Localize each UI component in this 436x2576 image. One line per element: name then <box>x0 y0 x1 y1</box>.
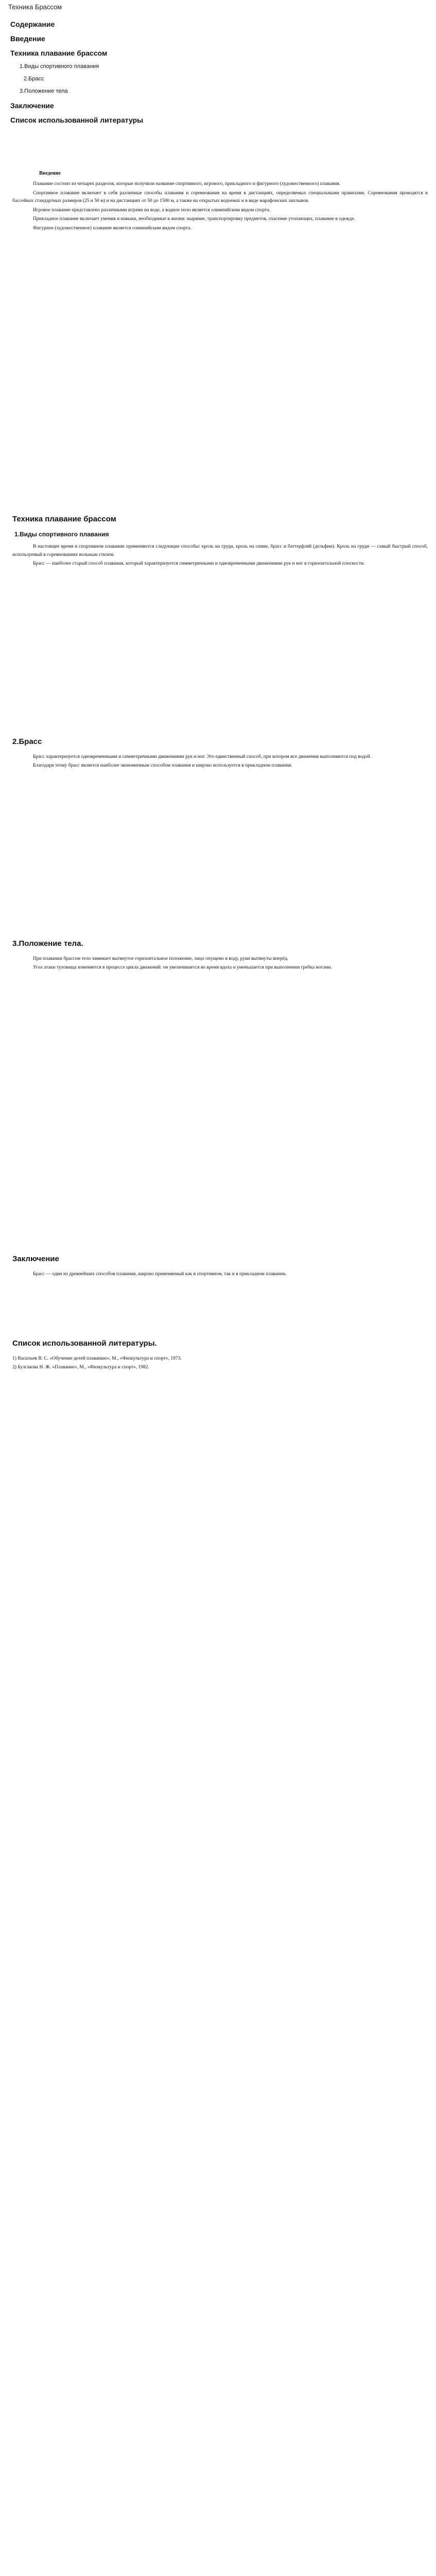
paragraph: Брасс характеризуется одновременными и симметричными движениями рук и ног. Это единственный способ, при котором все движения выполняются под водой. <box>33 754 372 759</box>
toc-entry-sub-1[interactable]: 1.Виды спортивного плавания <box>20 63 99 70</box>
chapter-1-heading: Техника плавание брассом <box>12 515 116 523</box>
paragraph: Угол атаки туловища изменяется в процессе цикла движений: он увеличивается во время вдоха и уменьшается при выполнении гребка ногами. <box>33 965 332 970</box>
sub-1-heading: 1.Виды спортивного плавания <box>14 531 109 538</box>
toc-entry-sub-2[interactable]: 2.Брасс <box>24 76 44 82</box>
paragraph: При плавании брассом тело занимает вытянутое горизонтальное положение, лицо опущено в воду, руки вытянуты вперёд. <box>33 956 288 961</box>
document-title: Техника Брассом <box>8 3 62 11</box>
table-of-contents <box>8 20 428 124</box>
paragraph: Фигурное (художественное) плавание является олимпийским видом спорта. <box>33 225 191 231</box>
bibliography-heading: Список использованной литературы. <box>12 1339 157 1348</box>
conclusion-heading: Заключение <box>12 1254 59 1263</box>
bibliography-item: 2) Булгакова Н. Ж. «Плавание», М., «Физкультура и спорт», 1982. <box>12 1365 149 1370</box>
paragraph: Игровое плавание представлено различными играми на воде, а водное поло является олимпийским видом спорта. <box>33 207 271 213</box>
sub-2-heading: 2.Брасс <box>12 737 42 746</box>
intro-body <box>8 180 428 232</box>
toc-entry-sub-3[interactable]: 3.Положение тела <box>20 88 68 94</box>
paragraph: Брасс — один из древнейших способов плавания, широко применяемый как в спортивном, так и в прикладном плавании. <box>33 1271 287 1277</box>
paragraph: Прикладное плавание включает умения и навыки, необходимые в жизни: ныряние, транспортировку предметов, спасение утопающих, плавание в одежде. <box>33 216 355 222</box>
intro-heading: Введение <box>39 171 61 176</box>
toc-entry-intro[interactable]: Введение <box>10 35 45 43</box>
paragraph: Благодаря этому брасс является наиболее экономичным способом плавания и широко используется в прикладном плавании. <box>33 763 292 768</box>
toc-entry-conclusion[interactable]: Заключение <box>10 101 54 110</box>
paragraph: Спортивное плавание включает в себя различные способы плавания и соревнования на время в дистанциях, определяемых специальными правилами. Соревнования проводятся в бассейнах стандартных размеров (25 и 50 м) и на дистанциях от 50 до 1500 м, а также на открытых водоемах и в виде марафонских заплывов. <box>12 190 428 204</box>
paragraph: Брасс — наиболее старый способ плавания, который характеризуется симметричными и одновременными движениями рук и ног в горизонтальной плоскости. <box>33 561 365 566</box>
paragraph: Плавание состоит из четырех разделов, которые получили название спортивного, игрового, прикладного и фигурного (художественного) плавания. <box>33 181 341 187</box>
sub-3-heading: 3.Положение тела. <box>12 939 83 948</box>
toc-heading: Содержание <box>10 20 55 28</box>
bibliography-item: 1) Васильев В. С. «Обучение детей плаванию», М., «Физкультура и спорт», 1973. <box>12 1356 182 1361</box>
paragraph: В настоящее время в спортивном плавании применяются следующие способы: кроль на груди, кроль на спине, брасс и баттерфляй (дельфин). Кроль на груди — самый быстрый способ, используемый в соревнованиях вольным стилем. <box>12 544 428 557</box>
toc-entry-bibliography[interactable]: Список использованной литературы <box>10 116 144 124</box>
toc-entry-chapter-1[interactable]: Техника плавание брассом <box>10 49 108 57</box>
